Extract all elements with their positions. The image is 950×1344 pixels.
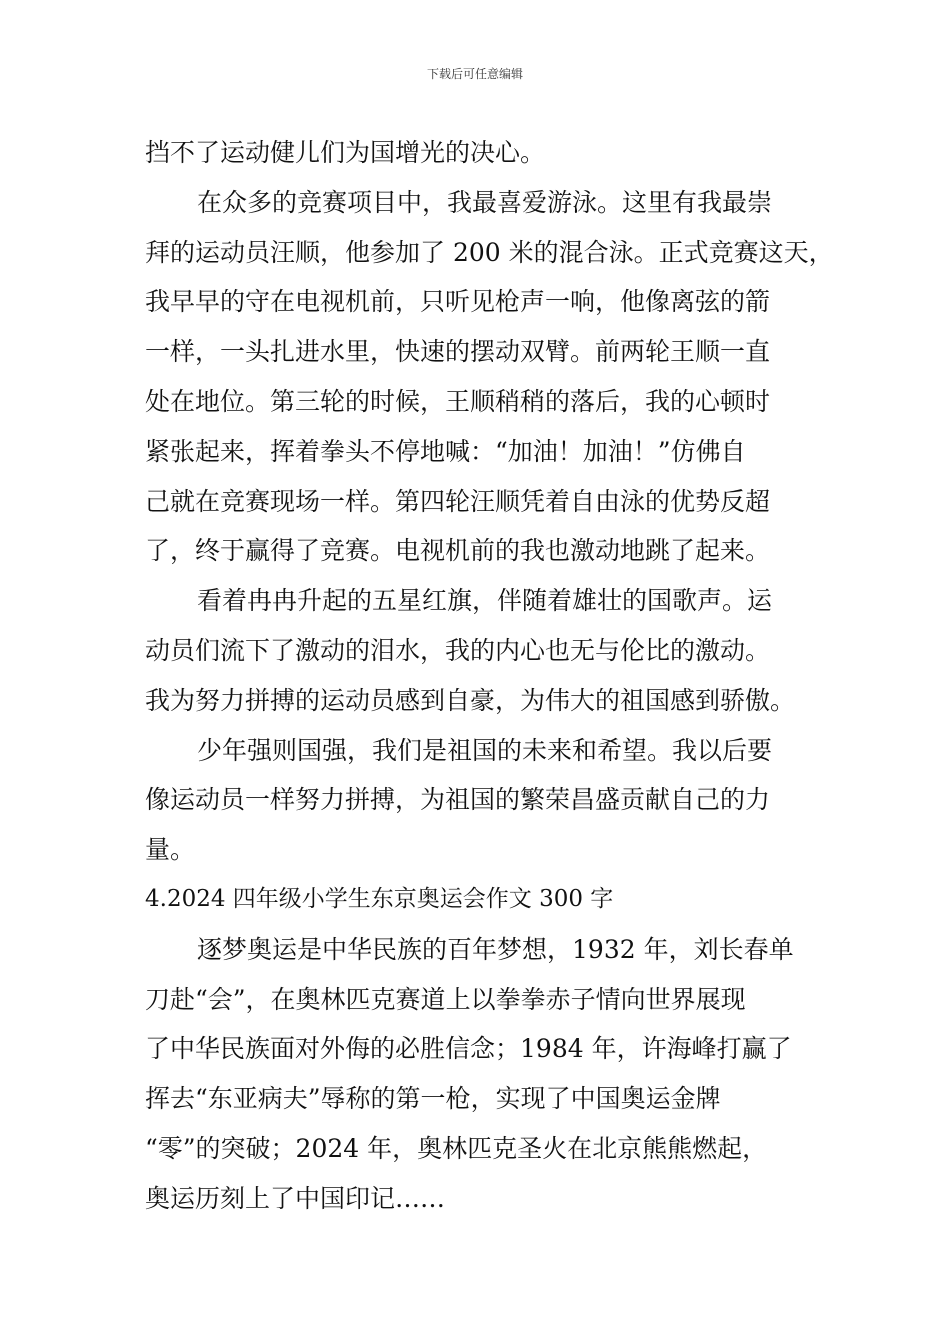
text-line: 奥运历刻上了中国印记…… <box>145 1183 446 1213</box>
text-line: 了，终于赢得了竞赛。电视机前的我也激动地跳了起来。 <box>145 536 771 566</box>
text-line: 了中华民族面对外侮的必胜信念；1984 年，许海峰打赢了 <box>145 1034 792 1064</box>
text-line: 刀赴“会”，在奥林匹克赛道上以拳拳赤子情向世界展现 <box>145 984 746 1014</box>
page-header: 下载后可任意编辑 <box>426 67 523 81</box>
text-line: 像运动员一样努力拼搏，为祖国的繁荣昌盛贡献自己的力 <box>145 785 771 815</box>
text-line: 挥去“东亚病夫”辱称的第一枪，实现了中国奥运金牌 <box>145 1084 721 1114</box>
text-line: 紧张起来，挥着拳头不停地喊：“加油！加油！”仿佛自 <box>145 436 746 466</box>
text-line: 我为努力拼搏的运动员感到自豪，为伟大的祖国感到骄傲。 <box>145 685 796 715</box>
text-line: “零”的突破；2024 年，奥林匹克圣火在北京熊熊燃起， <box>145 1133 768 1163</box>
text-line: 一样，一头扎进水里，快速的摆动双臂。前两轮王顺一直 <box>145 337 771 367</box>
text-line: 拜的运动员汪顺，他参加了 200 米的混合泳。正式竞赛这天， <box>145 237 834 267</box>
text-line: 量。 <box>145 835 196 865</box>
paragraph-start-line: 逐梦奥运是中华民族的百年梦想，1932 年，刘长春单 <box>197 934 794 964</box>
text-line: 己就在竞赛现场一样。第四轮汪顺凭着自由泳的优势反超 <box>145 486 771 516</box>
section-heading: 4.2024 四年级小学生东京奥运会作文 300 字 <box>145 885 614 912</box>
paragraph-start-line: 少年强则国强，我们是祖国的未来和希望。我以后要 <box>197 735 773 765</box>
text-line: 我早早的守在电视机前，只听见枪声一响，他像离弦的箭 <box>145 287 771 317</box>
text-line: 处在地位。第三轮的时候，王顺稍稍的落后，我的心顿时 <box>145 386 771 416</box>
paragraph-start-line: 看着冉冉升起的五星红旗，伴随着雄壮的国歌声。运 <box>197 586 773 616</box>
paragraph-start-line: 在众多的竞赛项目中，我最喜爱游泳。这里有我最崇 <box>197 187 773 217</box>
text-line: 动员们流下了激动的泪水，我的内心也无与伦比的激动。 <box>145 635 771 665</box>
document-body <box>145 128 834 1224</box>
text-line: 挡不了运动健儿们为国增光的决心。 <box>145 138 546 167</box>
